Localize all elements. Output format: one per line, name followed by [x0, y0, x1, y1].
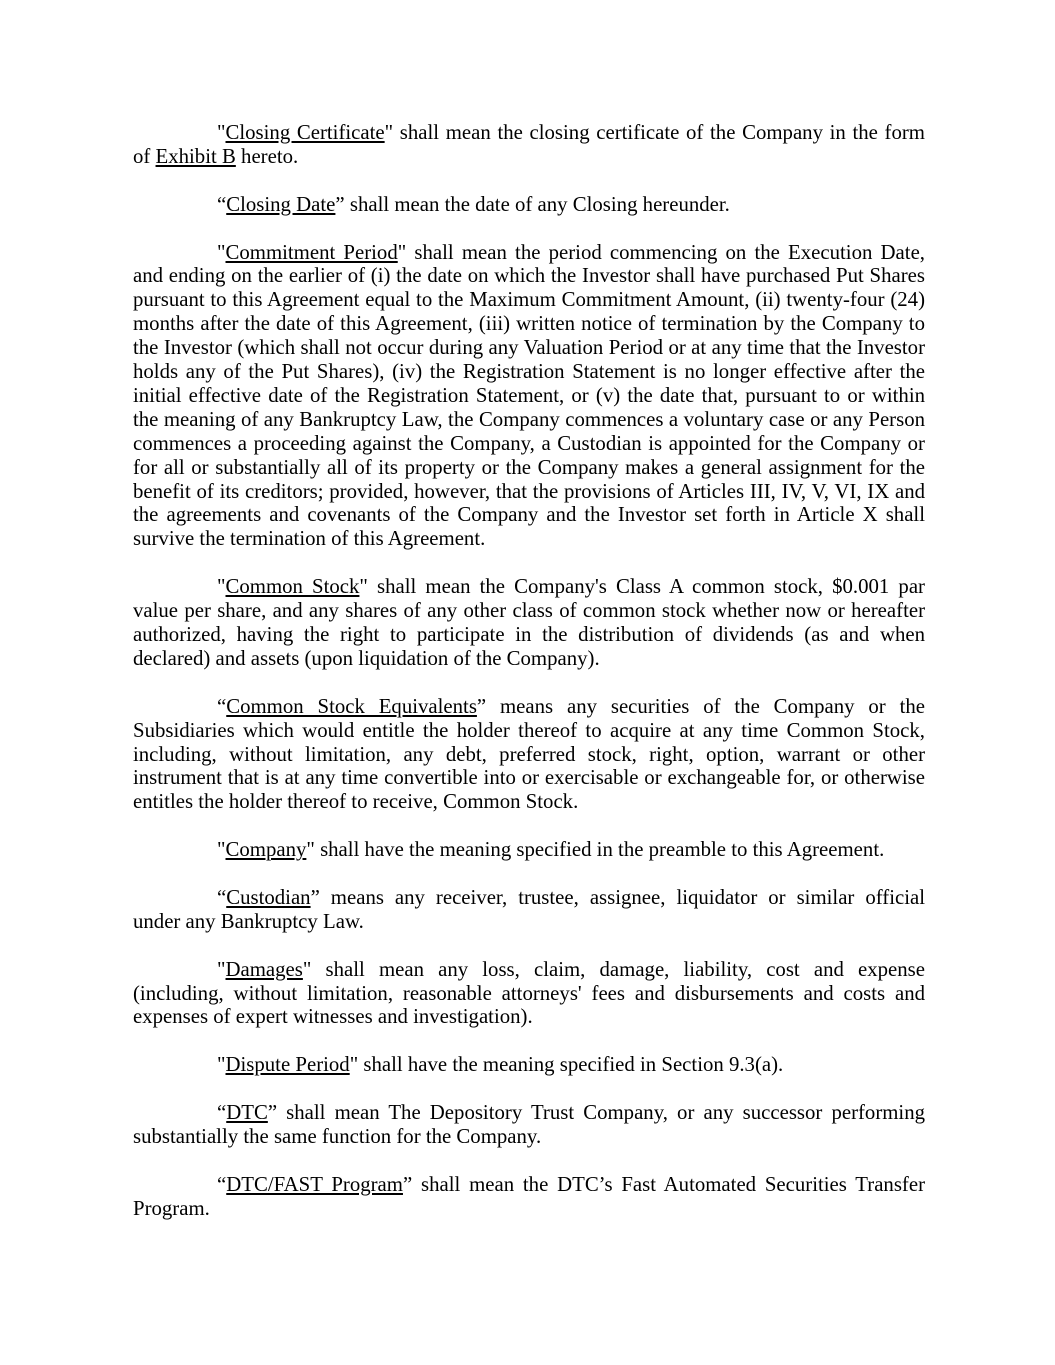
defined-term: Closing Certificate: [225, 121, 385, 144]
paragraph-text: hereto.: [235, 144, 299, 168]
paragraph-text: “: [217, 885, 227, 909]
paragraph-text: ": [217, 240, 226, 264]
paragraph-text: " shall mean the closing certificate of the Company in the form of: [133, 121, 925, 168]
paragraph-text: ” shall mean the DTC’s Fast Automated Securities Transfer Program.: [133, 1172, 925, 1220]
paragraph-text: " shall have the meaning specified in Section 9.3(a).: [349, 1053, 784, 1077]
definition-dtc: [133, 1101, 925, 1149]
paragraph-text: " shall mean the period commencing on the Execution Date, and ending on the earlier of (i) the date on which the Investor shall have purchased Put Shares pursuant to this Agreement equal to the Maximum Commitment Amount, (ii) twenty-four (24) months after the date of this Agreement, (iii) written notice of termination by the Company to the Investor (which shall not occur during any Valuation Period or at any time that the Investor holds any of the Put Shares), (iv) the Registration Statement is no longer effective after the initial effective date of the Registration Statement, or (v) the date that, pursuant to or within the meaning of any Bankruptcy Law, the Company commences a voluntary case or any Person commences a proceeding against the Company, a Custodian is appointed for the Company or for all or substantially all of its property or the Company makes a general assignment for the benefit of its creditors; provided, however, that the provisions of Articles III, IV, V, VI, IX and the agreements and covenants of the Company and the Investor set forth in Article X shall survive the termination of this Agreement.: [133, 240, 925, 551]
defined-term: Exhibit B: [155, 144, 236, 168]
paragraph-text: ": [217, 121, 226, 144]
paragraph-text: " shall mean any loss, claim, damage, liability, cost and expense (including, without limitation, reasonable attorneys' fees and disbursements and costs and expenses of expert witnesses and investigation).: [133, 957, 925, 1029]
paragraph-text: “: [217, 1172, 227, 1196]
paragraph-text: ": [217, 575, 226, 599]
defined-term: Commitment Period: [225, 240, 398, 264]
paragraph-text: ": [217, 1053, 226, 1077]
definition-closing-date: [133, 193, 925, 217]
paragraph-text: ” means any securities of the Company or the Subsidiaries which would entitle the holder thereof to acquire at any time Common Stock, including, without limitation, any debt, preferred stock, right, option, warrant or other instrument that is at any time convertible into or exercisable or exchangeable for, or otherwise entitles the holder thereof to receive, Common Stock.: [133, 694, 925, 814]
paragraph-text: ": [217, 957, 226, 981]
defined-term: Company: [225, 838, 307, 862]
paragraph-text: “: [217, 192, 227, 216]
definition-common-stock-equivalents: [133, 695, 925, 815]
defined-term: DTC/FAST Program: [226, 1172, 403, 1196]
paragraph-text: “: [217, 694, 227, 718]
defined-term: DTC: [226, 1101, 268, 1125]
paragraph-text: ” shall mean the date of any Closing hereunder.: [335, 192, 730, 216]
definition-dtc-fast-program: [133, 1173, 925, 1221]
paragraph-text: " shall mean the Company's Class A common stock, $0.001 par value per share, and any shares of any other class of common stock whether now or hereafter authorized, having the right to participate in the distribution of dividends (as and when declared) and assets (upon liquidation of the Company).: [133, 575, 925, 670]
definition-damages: [133, 958, 925, 1030]
definition-closing-certificate: [133, 121, 925, 169]
definition-commitment-period: [133, 241, 925, 552]
defined-term: Damages: [225, 957, 303, 981]
paragraph-text: “: [217, 1101, 227, 1125]
defined-term: Common Stock: [225, 575, 360, 599]
defined-term: Closing Date: [226, 192, 336, 216]
definition-common-stock: [133, 575, 925, 671]
definition-dispute-period: [133, 1053, 925, 1077]
defined-term: Common Stock Equivalents: [226, 694, 477, 718]
paragraph-text: " shall have the meaning specified in the preamble to this Agreement.: [306, 838, 885, 862]
defined-term: Dispute Period: [225, 1053, 350, 1077]
paragraph-text: ": [217, 838, 226, 862]
paragraph-text: ” means any receiver, trustee, assignee, liquidator or similar official under any Bankruptcy Law.: [133, 885, 925, 933]
document-body: [133, 121, 925, 1244]
defined-term: Custodian: [226, 885, 311, 909]
paragraph-text: ” shall mean The Depository Trust Company, or any successor performing substantially the same function for the Company.: [133, 1101, 925, 1148]
definition-custodian: [133, 886, 925, 934]
definition-company: [133, 838, 925, 862]
